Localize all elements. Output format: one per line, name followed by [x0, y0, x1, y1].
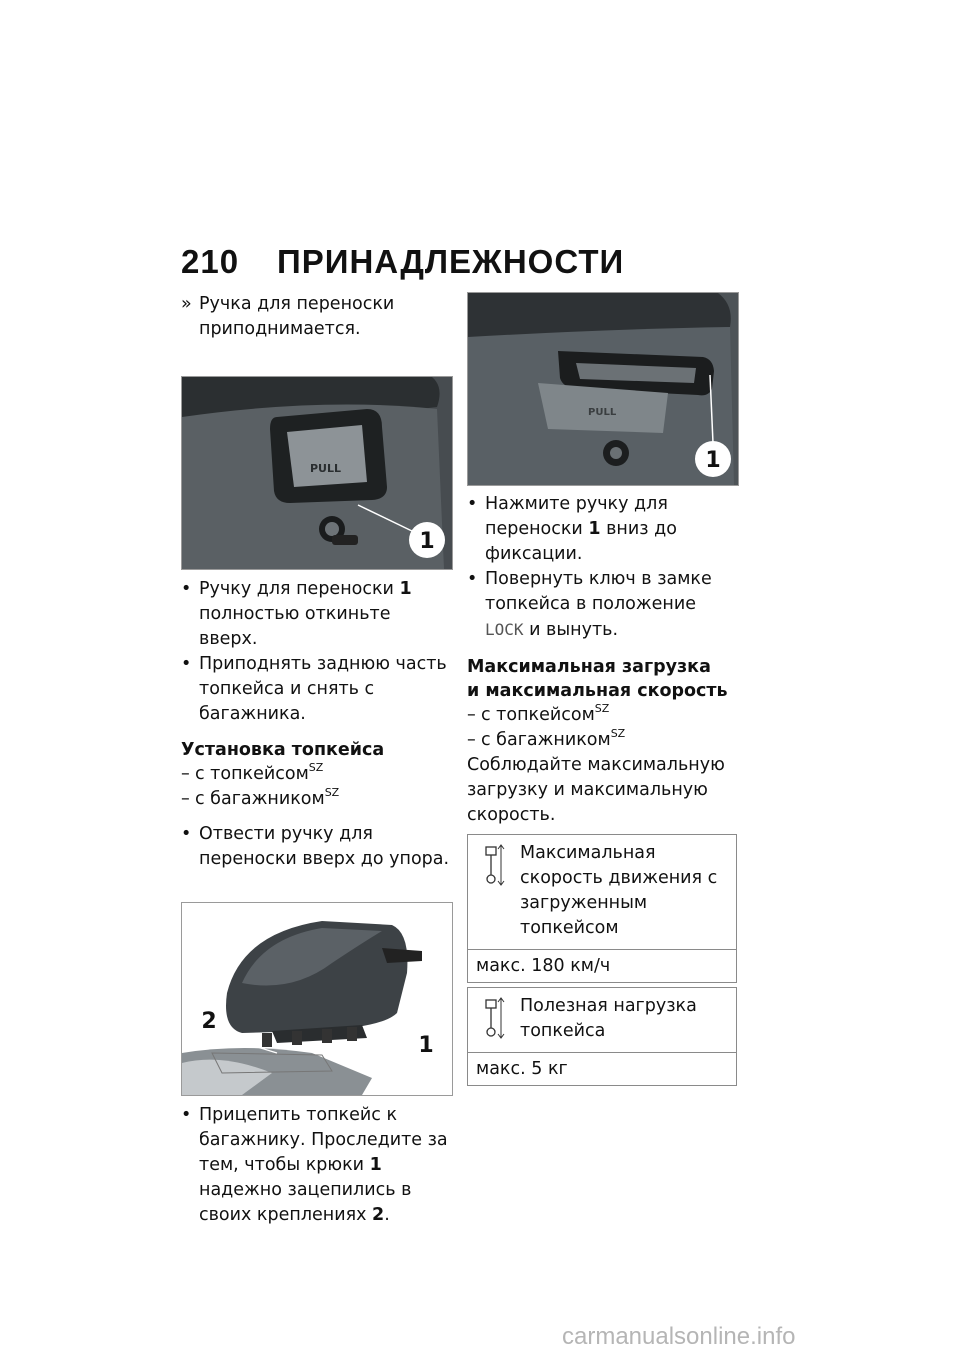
option-mark: SZ — [308, 761, 324, 774]
spec-label-text: Максимальная скорость движения с загруженным топкейсом — [520, 843, 718, 938]
page-title: ПРИНАДЛЕЖНОСТИ — [277, 243, 625, 280]
spec-label — [468, 988, 736, 1053]
text: . — [384, 1205, 390, 1225]
result-paragraph — [181, 292, 453, 342]
option-mark: SZ — [594, 702, 610, 715]
spec-value: макс. 5 кг — [476, 1059, 568, 1079]
spec-max-speed — [467, 834, 737, 983]
dash-marker: – — [181, 764, 190, 784]
spec-label-text: Полезная нагрузка топкейса — [520, 996, 697, 1041]
option-mark: SZ — [610, 727, 626, 740]
condition-rack — [467, 728, 739, 753]
callout-1: 1 — [705, 448, 721, 473]
dash-marker: – — [467, 705, 476, 725]
ref-number: 1 — [369, 1155, 382, 1175]
photo-handle-raised — [181, 376, 453, 570]
text: Ручку для переноски — [199, 579, 400, 599]
section-heading: Установка топкейса — [181, 740, 385, 760]
text: Прицепить топкейс к багажнику. Проследите за тем, чтобы крюки — [199, 1105, 448, 1175]
heading-line: и максимальная скорость — [467, 681, 728, 701]
text: Повернуть ключ в замке топкейса в положение — [485, 569, 712, 614]
spec-value: макс. 180 км/ч — [476, 956, 611, 976]
photo-topcase-mount — [181, 902, 453, 1096]
bullet-marker: • — [181, 824, 192, 844]
callout-1: 1 — [419, 529, 435, 554]
text: Отвести ручку для переноски вверх до упора. — [199, 824, 450, 869]
text: полностью откиньте вверх. — [199, 604, 391, 649]
condition-topcase — [467, 703, 739, 728]
spec-payload — [467, 987, 737, 1086]
result-marker: » — [181, 294, 192, 314]
heading-line: Максимальная загрузка — [467, 657, 711, 677]
dash-marker: – — [467, 730, 476, 750]
result-text: Ручка для переноски приподнимается. — [199, 294, 395, 339]
bullet-raise-handle — [181, 822, 453, 872]
right-column — [467, 292, 739, 1086]
spec-label — [468, 835, 736, 950]
bullet-marker: • — [467, 494, 478, 514]
dimension-icon — [482, 843, 506, 895]
left-column — [181, 292, 453, 1228]
text: с багажником — [195, 789, 325, 809]
bullet-marker: • — [181, 654, 192, 674]
bullet-fold-handle — [181, 577, 453, 652]
condition-topcase — [181, 762, 453, 787]
ref-number: 2 — [372, 1205, 385, 1225]
text: и вынуть. — [523, 620, 619, 640]
page-number: 210 — [181, 243, 240, 280]
option-mark: SZ — [324, 786, 340, 799]
bullet-press-handle — [467, 492, 739, 567]
svg-text:PULL: PULL — [310, 462, 342, 475]
bullet-marker: • — [181, 579, 192, 599]
ref-number: 1 — [399, 579, 412, 599]
bullet-turn-key — [467, 567, 739, 643]
dash-marker: – — [181, 789, 190, 809]
load-speed-note: Соблюдайте максимальную загрузку и максимальную скорость. — [467, 755, 725, 825]
ref-number: 1 — [588, 519, 601, 539]
bullet-lift-case — [181, 652, 453, 727]
text: с топкейсом — [195, 764, 309, 784]
dimension-icon — [482, 996, 506, 1048]
lock-position: LOCK — [485, 620, 524, 639]
text: с топкейсом — [481, 705, 595, 725]
text: Приподнять заднюю часть топкейса и снять с багажника. — [199, 654, 447, 724]
section-heading — [467, 655, 739, 703]
callout-1: 1 — [418, 1033, 434, 1058]
bullet-marker: • — [181, 1105, 192, 1125]
text: Нажмите ручку для переноски — [485, 494, 668, 539]
page-header — [181, 243, 624, 281]
watermark: carmanualsonline.info — [562, 1323, 796, 1350]
text: надежно зацепились в своих креплениях — [199, 1180, 412, 1225]
bullet-hook-case — [181, 1103, 453, 1228]
bullet-marker: • — [467, 569, 478, 589]
photo-handle-lowered — [467, 292, 739, 486]
callout-2: 2 — [201, 1009, 217, 1034]
text: вниз до фиксации. — [485, 519, 677, 564]
svg-text:PULL: PULL — [588, 407, 617, 418]
text: с багажником — [481, 730, 611, 750]
condition-rack — [181, 787, 453, 812]
